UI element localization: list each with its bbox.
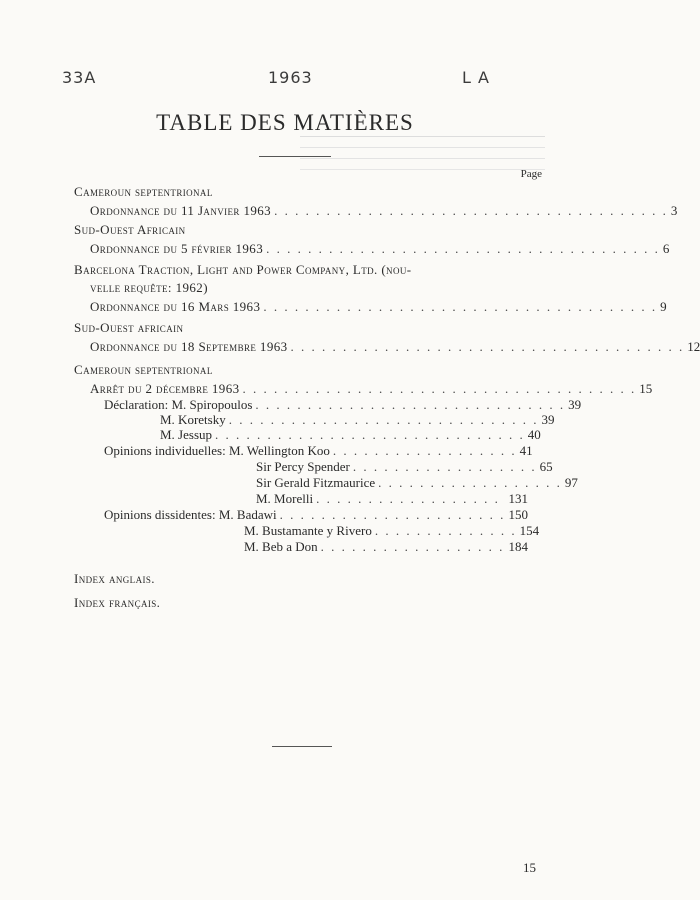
- toc-entry-label: M. Koretsky: [160, 412, 226, 427]
- index-entry: Index français.: [74, 595, 161, 610]
- toc-page-number: 39: [568, 397, 582, 412]
- dot-leader: . . . . . . . . . . . . . . . . . . . . . . . . . . . . . . . . . . . . . .: [242, 381, 637, 396]
- toc-heading: Cameroun septentrional: [74, 362, 213, 377]
- toc-entry-label: M. Morelli: [256, 491, 314, 506]
- toc-page-number: 40: [527, 427, 541, 442]
- handwritten-note-right: L A: [462, 68, 490, 87]
- toc-entry: [90, 381, 653, 397]
- page-number: 15: [523, 860, 536, 875]
- bleed-through-texture: [300, 128, 545, 248]
- toc-heading: Cameroun septentrional: [74, 184, 213, 199]
- toc-entry-label: Ordonnance du 16 Mars 1963: [90, 299, 261, 314]
- dot-leader: . . . . . . . . . . . . . . . . . .: [332, 443, 517, 458]
- toc-entry-label: Sir Percy Spender: [256, 459, 350, 474]
- dot-leader: . . . . . . . . . . . . . . . . . .: [352, 459, 537, 474]
- toc-page-number: 131: [508, 491, 528, 506]
- dot-leader: . . . . . . . . . . . . . . . . . . . . . . . . . . . . . . . . . . . . . .: [274, 203, 668, 218]
- toc-heading-continuation: velle requête: 1962): [90, 280, 208, 295]
- dot-leader: . . . . . . . . . . . . . . . . . . . . . . . . . . . . . .: [255, 397, 566, 412]
- toc-entry: [244, 539, 528, 555]
- title-rule: [259, 156, 331, 157]
- toc-page-number: 3: [670, 203, 678, 218]
- toc-entry: [90, 203, 678, 219]
- toc-entry: [90, 299, 667, 315]
- toc-entry: [90, 339, 700, 355]
- toc-page-number: 9: [660, 299, 667, 314]
- handwritten-note-left: 33A: [62, 68, 97, 87]
- dot-leader: . . . . . . . . . . . . . . . . . . . . . . . . . . . . . . . . . . . . . .: [266, 241, 660, 256]
- section-divider: [272, 746, 332, 747]
- toc-entry: [104, 507, 528, 523]
- toc-entry-label: M. Jessup: [160, 427, 213, 442]
- toc-entry-label: Opinions dissidentes: M. Badawi: [104, 507, 277, 522]
- toc-page-number: 65: [539, 459, 553, 474]
- index-entry: Index anglais.: [74, 571, 155, 586]
- toc-heading: Sud-Ouest africain: [74, 320, 184, 335]
- toc-page-number: 15: [639, 381, 653, 396]
- toc-entry: [244, 523, 540, 539]
- toc-entry: [90, 241, 670, 257]
- toc-entry: [104, 443, 533, 459]
- toc-page-number: 6: [662, 241, 670, 256]
- page-title: TABLE DES MATIÈRES: [156, 110, 414, 135]
- toc-entry-label: Ordonnance du 11 Janvier 1963: [90, 203, 272, 218]
- toc-entry-label: Opinions individuelles: M. Wellington Koo: [104, 443, 330, 458]
- toc-entry: [104, 397, 582, 413]
- toc-entry-label: M. Beb a Don: [244, 539, 318, 554]
- toc-entry: [256, 491, 528, 507]
- dot-leader: . . . . . . . . . . . . . .: [374, 523, 517, 538]
- page-column-header: Page: [520, 168, 542, 180]
- toc-page-number: 184: [508, 539, 528, 554]
- toc-entry-label: Sir Gerald Fitzmaurice: [256, 475, 376, 490]
- toc-page-number: 150: [508, 507, 528, 522]
- handwritten-note-center: 1963: [268, 68, 313, 87]
- toc-heading: Barcelona Traction, Light and Power Company, Ltd. (nou-: [74, 262, 412, 277]
- toc-entry-label: M. Bustamante y Rivero: [244, 523, 372, 538]
- dot-leader: . . . . . . . . . . . . . . . . . . . . . . . . . . . . . .: [215, 427, 525, 442]
- toc-entry: [256, 459, 553, 475]
- dot-leader: . . . . . . . . . . . . . . . . . . . . . . . . . . . . . . . . . . . . . .: [263, 299, 658, 314]
- toc-page-number: 154: [519, 523, 540, 538]
- toc-page-number: 41: [519, 443, 533, 458]
- toc-page-number: 12: [687, 339, 700, 354]
- toc-entry: [160, 412, 555, 428]
- toc-entry-label: Ordonnance du 18 Septembre 1963: [90, 339, 288, 354]
- dot-leader: . . . . . . . . . . . . . . . . . .: [378, 475, 562, 490]
- toc-page-number: 97: [564, 475, 578, 490]
- toc-entry-label: Arrêt du 2 décembre 1963: [90, 381, 240, 396]
- dot-leader: . . . . . . . . . . . . . . . . . . . . . . . . . . . . . . . . . . . . . .: [290, 339, 685, 354]
- dot-leader: . . . . . . . . . . . . . . . . . .: [320, 539, 505, 554]
- dot-leader: . . . . . . . . . . . . . . . . . . . . . .: [279, 507, 506, 522]
- toc-page-number: 39: [541, 412, 555, 427]
- toc-entry-label: Ordonnance du 5 février 1963: [90, 241, 264, 256]
- toc-entry-label: Déclaration: M. Spiropoulos: [104, 397, 253, 412]
- toc-entry: [256, 475, 578, 491]
- dot-leader: . . . . . . . . . . . . . . . . . .: [316, 491, 500, 506]
- toc-entry: [160, 427, 541, 443]
- dot-leader: . . . . . . . . . . . . . . . . . . . . . . . . . . . . . .: [228, 412, 539, 427]
- toc-heading: Sud-Ouest Africain: [74, 222, 186, 237]
